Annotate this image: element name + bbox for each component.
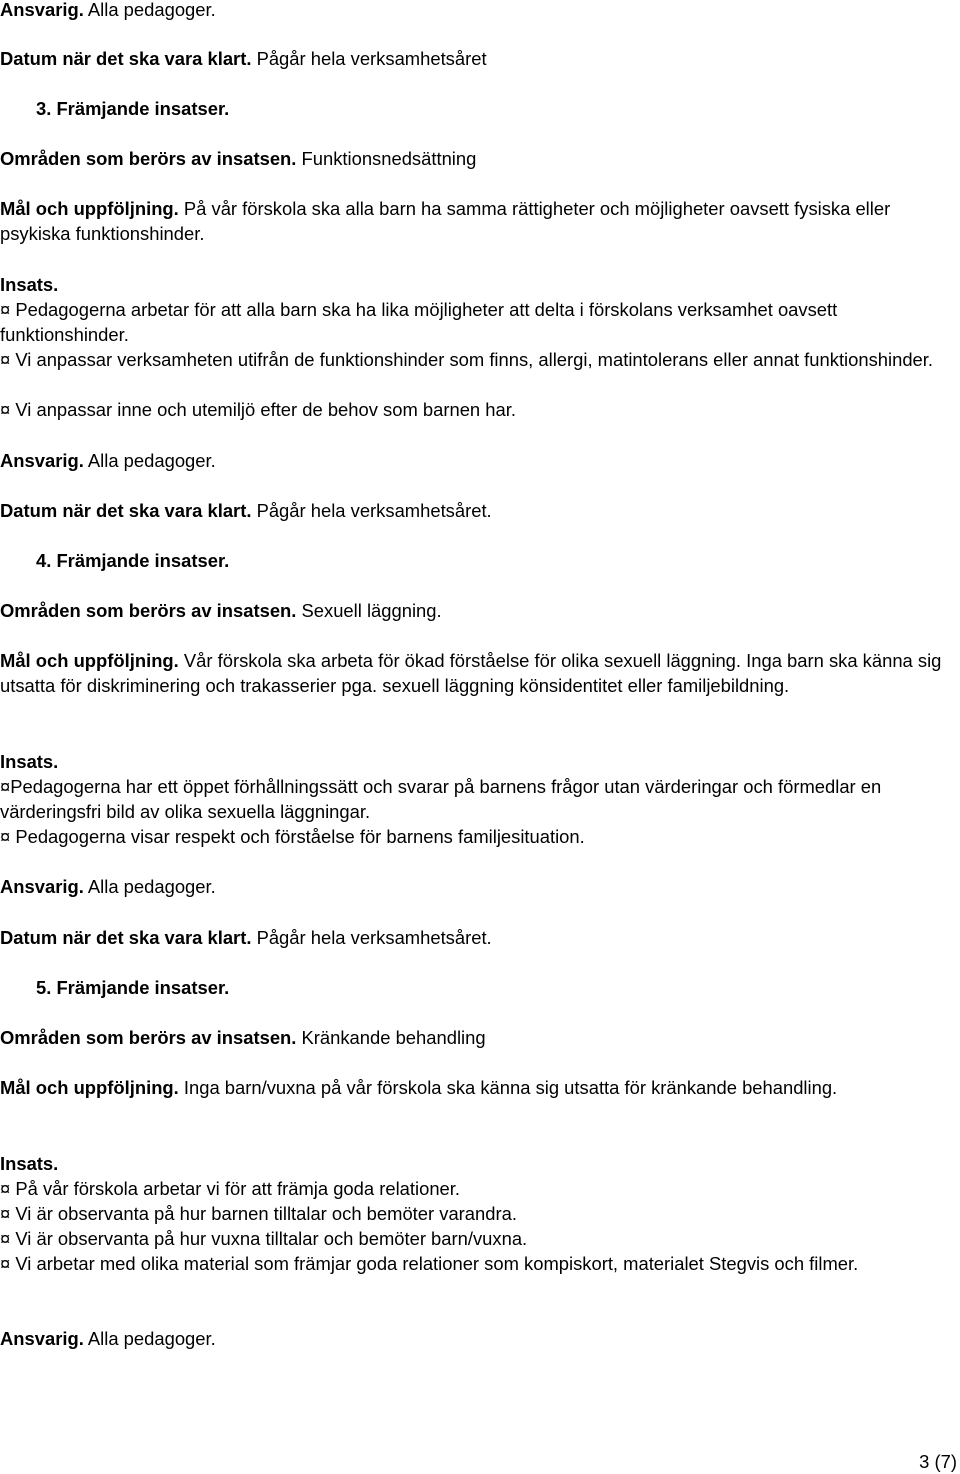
- ansvarig-value: Alla pedagoger.: [83, 1328, 216, 1349]
- ansvarig-label: Ansvarig.: [0, 1328, 84, 1349]
- section-4-ansvarig: [0, 874, 945, 899]
- omraden-value: Funktionsnedsättning: [296, 148, 477, 169]
- section-5-bullet: ¤ Vi arbetar med olika material som främjar goda relationer som kompiskort, materialet Stegvis och filmer.: [0, 1253, 859, 1274]
- section-4-omraden: [0, 598, 945, 623]
- section-5-omraden: [0, 1025, 945, 1050]
- section-3-bullet: ¤ Vi anpassar verksamheten utifrån de funktionshinder som finns, allergi, matintolerans eller annat funktionshinder.: [0, 349, 934, 370]
- omraden-label: Områden som berörs av insatsen.: [0, 600, 297, 621]
- section-4-bullet: ¤ Pedagogerna visar respekt och förståelse för barnens familjesituation.: [0, 826, 585, 847]
- mal-label: Mål och uppföljning.: [0, 1077, 179, 1098]
- mal-value: På vår förskola ska alla barn ha samma rättigheter och möjligheter oavsett fysiska eller psykiska funktionshinder.: [0, 198, 891, 244]
- section-3-mal: [0, 196, 945, 246]
- section-5-bullet: ¤ Vi är observanta på hur vuxna tilltalar och bemöter barn/vuxna.: [0, 1228, 528, 1249]
- section-5-mal: [0, 1075, 945, 1100]
- section-3-omraden: [0, 146, 945, 171]
- datum-line: [0, 46, 945, 71]
- datum-label: Datum när det ska vara klart.: [0, 48, 252, 69]
- section-4-bullet: ¤Pedagogerna har ett öppet förhållningssätt och svarar på barnens frågor utan värderingar och förmedlar en värderingsfri bild av olika sexuella läggningar.: [0, 776, 882, 822]
- section-5-bullet: ¤ Vi är observanta på hur barnen tilltalar och bemöter varandra.: [0, 1203, 517, 1224]
- section-5-bullet: ¤ På vår förskola arbetar vi för att främja goda relationer.: [0, 1178, 460, 1199]
- section-5-ansvarig: [0, 1326, 945, 1351]
- ansvarig-label: Ansvarig.: [0, 876, 84, 897]
- section-3-heading: 3. Främjande insatser.: [36, 98, 230, 119]
- section-4-datum: [0, 925, 945, 950]
- section-3-ansvarig: [0, 448, 945, 473]
- datum-value: Pågår hela verksamhetsåret.: [251, 927, 492, 948]
- section-4-mal: [0, 648, 945, 698]
- section-3-bullet: ¤ Pedagogerna arbetar för att alla barn ska ha lika möjligheter att delta i förskolans verksamhet oavsett funktionshinder.: [0, 299, 838, 345]
- datum-value: Pågår hela verksamhetsåret: [251, 48, 487, 69]
- omraden-label: Områden som berörs av insatsen.: [0, 1027, 297, 1048]
- mal-value: Inga barn/vuxna på vår förskola ska känna sig utsatta för kränkande behandling.: [178, 1077, 838, 1098]
- datum-label: Datum när det ska vara klart.: [0, 500, 252, 521]
- mal-label: Mål och uppföljning.: [0, 198, 179, 219]
- mal-label: Mål och uppföljning.: [0, 650, 179, 671]
- ansvarig-label: Ansvarig.: [0, 0, 84, 20]
- omraden-value: Kränkande behandling: [296, 1027, 486, 1048]
- section-4-insats-label: Insats.: [0, 751, 59, 772]
- datum-value: Pågår hela verksamhetsåret.: [251, 500, 492, 521]
- ansvarig-value: Alla pedagoger.: [83, 450, 216, 471]
- ansvarig-line: [0, 0, 945, 22]
- datum-label: Datum när det ska vara klart.: [0, 927, 252, 948]
- section-5-heading: 5. Främjande insatser.: [36, 977, 230, 998]
- page-number: 3 (7): [919, 1451, 957, 1472]
- ansvarig-label: Ansvarig.: [0, 450, 84, 471]
- omraden-value: Sexuell läggning.: [296, 600, 442, 621]
- section-5-insats-label: Insats.: [0, 1153, 59, 1174]
- mal-value: Vår förskola ska arbeta för ökad förståelse för olika sexuell läggning. Inga barn ska känna sig utsatta för diskriminering och trakasserier pga. sexuell läggning könsidentitet eller familjebildning.: [0, 650, 942, 696]
- section-3-bullet: ¤ Vi anpassar inne och utemiljö efter de behov som barnen har.: [0, 399, 516, 420]
- ansvarig-value: Alla pedagoger.: [83, 0, 216, 20]
- section-3-datum: [0, 498, 945, 523]
- section-3-insats-label: Insats.: [0, 274, 59, 295]
- ansvarig-value: Alla pedagoger.: [83, 876, 216, 897]
- omraden-label: Områden som berörs av insatsen.: [0, 148, 297, 169]
- section-4-heading: 4. Främjande insatser.: [36, 550, 230, 571]
